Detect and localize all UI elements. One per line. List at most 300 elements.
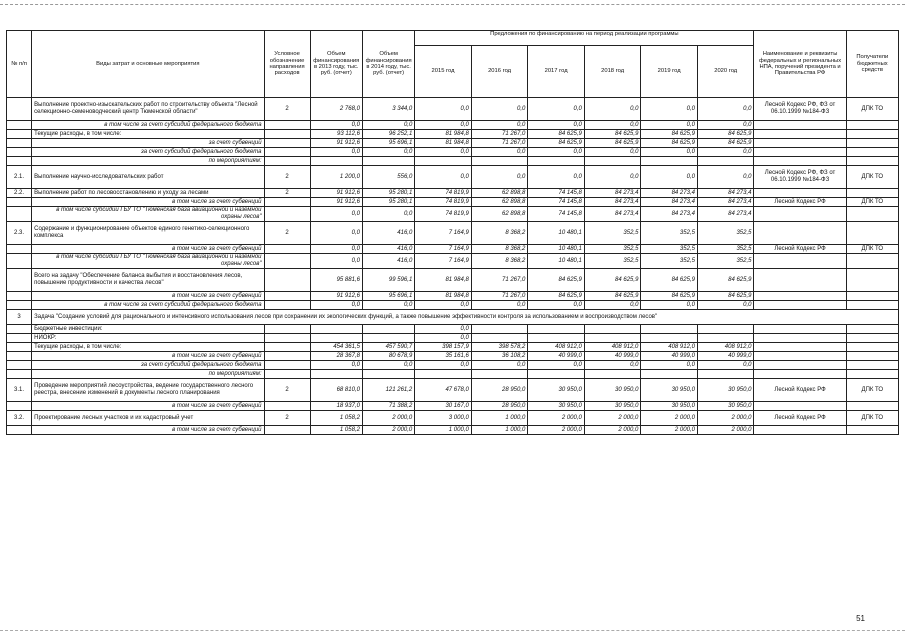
header-year: 2015 год <box>415 46 472 98</box>
row-number <box>7 370 32 379</box>
row-number: 3.2. <box>7 411 32 426</box>
cell-year: 0,0 <box>641 361 698 370</box>
row-doc <box>754 352 846 361</box>
cell-year <box>641 157 698 166</box>
row-recipient <box>846 222 898 245</box>
cell-year: 352,5 <box>641 254 698 269</box>
row-doc <box>754 334 846 343</box>
header-year: 2019 год <box>641 46 698 98</box>
cell-2014: 0,0 <box>362 148 414 157</box>
row-number <box>7 157 32 166</box>
row-code <box>264 207 310 222</box>
cell-year: 30 950,0 <box>584 379 641 402</box>
table-row <box>7 325 899 334</box>
row-code <box>264 402 310 411</box>
row-label: в том числе субсидии ГБУ ТО "Тюменская база авиационной и наземной охраны лесов" <box>32 254 264 269</box>
cell-2014: 80 678,9 <box>362 352 414 361</box>
row-recipient <box>846 269 898 292</box>
header-year: 2018 год <box>584 46 641 98</box>
table-row <box>7 379 899 402</box>
row-recipient <box>846 301 898 310</box>
cell-year: 28 950,0 <box>471 379 528 402</box>
cell-year <box>528 157 585 166</box>
row-number <box>7 130 32 139</box>
cell-2014: 95 696,1 <box>362 139 414 148</box>
cell-year <box>471 325 528 334</box>
row-label: НИОКР: <box>32 334 264 343</box>
cell-year: 10 480,1 <box>528 222 585 245</box>
cell-year: 36 108,2 <box>471 352 528 361</box>
row-code <box>264 301 310 310</box>
row-number <box>7 343 32 352</box>
cell-year: 7 164,9 <box>415 245 472 254</box>
cell-year: 352,5 <box>641 245 698 254</box>
cell-year: 408 912,0 <box>641 343 698 352</box>
row-doc <box>754 301 846 310</box>
row-code <box>264 361 310 370</box>
cell-2014: 96 252,1 <box>362 130 414 139</box>
table-row <box>7 426 899 435</box>
cell-2013: 91 912,6 <box>310 198 362 207</box>
cell-2013: 91 912,6 <box>310 139 362 148</box>
cell-year: 398 157,9 <box>415 343 472 352</box>
cell-year <box>584 157 641 166</box>
cell-2013: 0,0 <box>310 361 362 370</box>
cell-year: 74 819,9 <box>415 198 472 207</box>
row-recipient <box>846 343 898 352</box>
row-label: Проектирование лесных участков и их кадастровый учет <box>32 411 264 426</box>
table-row <box>7 157 899 166</box>
cell-2013: 0,0 <box>310 245 362 254</box>
financing-table <box>6 30 899 435</box>
cell-year: 84 625,9 <box>641 139 698 148</box>
row-doc <box>754 292 846 301</box>
cell-year <box>697 334 754 343</box>
cell-2013: 28 367,8 <box>310 352 362 361</box>
cell-year: 84 273,4 <box>641 198 698 207</box>
row-doc <box>754 121 846 130</box>
cell-2014: 416,0 <box>362 254 414 269</box>
cell-year <box>697 370 754 379</box>
cell-year: 84 625,9 <box>641 269 698 292</box>
row-doc <box>754 361 846 370</box>
row-code <box>264 198 310 207</box>
cell-2013: 0,0 <box>310 222 362 245</box>
cell-2014 <box>362 370 414 379</box>
cell-year: 84 625,9 <box>584 269 641 292</box>
row-code: 2 <box>264 411 310 426</box>
table-row <box>7 343 899 352</box>
cell-year: 352,5 <box>697 222 754 245</box>
row-recipient <box>846 352 898 361</box>
cell-2013: 18 937,0 <box>310 402 362 411</box>
cell-year: 84 625,9 <box>697 130 754 139</box>
row-recipient <box>846 426 898 435</box>
row-recipient <box>846 157 898 166</box>
cell-year: 30 950,0 <box>528 402 585 411</box>
cell-year: 352,5 <box>584 245 641 254</box>
cell-year: 62 898,8 <box>471 198 528 207</box>
header-proposals: Предложения по финансированию на период реализации программы <box>415 31 754 46</box>
row-recipient: ДПК ТО <box>846 98 898 121</box>
cell-2014 <box>362 334 414 343</box>
cell-year: 84 625,9 <box>584 292 641 301</box>
row-number <box>7 361 32 370</box>
row-number <box>7 245 32 254</box>
row-label: в том числе за счет субвенций <box>32 426 264 435</box>
row-number <box>7 148 32 157</box>
row-doc <box>754 130 846 139</box>
row-number: 2.1. <box>7 166 32 189</box>
row-label: Бюджетные инвестиции: <box>32 325 264 334</box>
row-code: 2 <box>264 166 310 189</box>
cell-year: 84 625,9 <box>528 269 585 292</box>
cell-year: 7 164,9 <box>415 222 472 245</box>
row-code <box>264 292 310 301</box>
row-doc: Лесной Кодекс РФ <box>754 245 846 254</box>
task-row <box>7 310 899 325</box>
row-label: в том числе за счет субвенций <box>32 402 264 411</box>
row-number: 2.3. <box>7 222 32 245</box>
row-recipient: ДПК ТО <box>846 166 898 189</box>
cell-2013: 1 058,2 <box>310 426 362 435</box>
header-num: № п/п <box>7 31 32 98</box>
header-code: Условное обозначение направления расходов <box>264 31 310 98</box>
cell-year: 0,0 <box>471 98 528 121</box>
row-recipient: ДПК ТО <box>846 379 898 402</box>
cell-2013: 91 912,6 <box>310 292 362 301</box>
cell-2013: 454 361,5 <box>310 343 362 352</box>
cell-year: 40 999,0 <box>697 352 754 361</box>
row-number: 2.2. <box>7 189 32 198</box>
cell-2014: 416,0 <box>362 222 414 245</box>
cell-year: 84 625,9 <box>697 292 754 301</box>
cell-year: 352,5 <box>584 222 641 245</box>
row-recipient <box>846 402 898 411</box>
row-doc <box>754 343 846 352</box>
cell-2013 <box>310 157 362 166</box>
cell-year: 0,0 <box>415 325 472 334</box>
cell-2013: 0,0 <box>310 148 362 157</box>
cell-year: 0,0 <box>528 148 585 157</box>
header-year: 2020 год <box>697 46 754 98</box>
cell-year: 30 167,0 <box>415 402 472 411</box>
row-code <box>264 130 310 139</box>
header-year: 2017 год <box>528 46 585 98</box>
cell-2014 <box>362 157 414 166</box>
cell-year <box>528 325 585 334</box>
page-number: 51 <box>856 614 865 623</box>
cell-2014: 95 696,1 <box>362 292 414 301</box>
header-recipients: Получатели бюджетных средств <box>846 31 898 98</box>
cell-year: 40 999,0 <box>641 352 698 361</box>
row-doc <box>754 402 846 411</box>
cell-year: 84 273,4 <box>641 189 698 198</box>
cell-year: 30 950,0 <box>641 379 698 402</box>
row-number <box>7 139 32 148</box>
cell-year: 2 000,0 <box>584 411 641 426</box>
cell-year: 0,0 <box>697 98 754 121</box>
row-label: в том числе за счет субсидий федерального бюджета <box>32 301 264 310</box>
cell-2014: 556,0 <box>362 166 414 189</box>
row-label: Выполнение проектно-изыскательских работ по строительству объекта "Лесной селекционно-семеноводческий центр Тюменской области" <box>32 98 264 121</box>
cell-2013 <box>310 370 362 379</box>
row-doc: Лесной Кодекс РФ, ФЗ от 06.10.1999 №184-ФЗ <box>754 166 846 189</box>
row-doc <box>754 157 846 166</box>
cell-year: 0,0 <box>528 98 585 121</box>
cell-year: 84 625,9 <box>528 292 585 301</box>
cell-year: 81 984,8 <box>415 139 472 148</box>
cell-2014: 2 000,0 <box>362 411 414 426</box>
table-row <box>7 207 899 222</box>
row-number <box>7 334 32 343</box>
row-recipient <box>846 207 898 222</box>
cell-year: 84 625,9 <box>697 269 754 292</box>
cell-year: 2 000,0 <box>641 426 698 435</box>
cell-year: 0,0 <box>415 98 472 121</box>
row-code <box>264 245 310 254</box>
cell-year: 62 898,8 <box>471 189 528 198</box>
row-doc <box>754 222 846 245</box>
cell-year: 352,5 <box>641 222 698 245</box>
row-number <box>7 402 32 411</box>
cell-2013: 68 810,0 <box>310 379 362 402</box>
cell-year: 0,0 <box>528 121 585 130</box>
scan-bottom-edge <box>0 630 905 641</box>
row-label: Проведение мероприятий лесоустройства, ведение государственного лесного реестра, внесение изменений в документы лесного планирования <box>32 379 264 402</box>
table-row <box>7 198 899 207</box>
table-row <box>7 254 899 269</box>
cell-2014: 71 388,2 <box>362 402 414 411</box>
cell-year: 71 267,0 <box>471 269 528 292</box>
table-row <box>7 411 899 426</box>
row-recipient <box>846 292 898 301</box>
row-code: 2 <box>264 189 310 198</box>
cell-year: 0,0 <box>697 166 754 189</box>
cell-year: 10 480,1 <box>528 254 585 269</box>
cell-year: 0,0 <box>641 148 698 157</box>
row-number <box>7 325 32 334</box>
cell-year: 408 912,0 <box>697 343 754 352</box>
cell-2014: 457 590,7 <box>362 343 414 352</box>
cell-2014: 95 280,1 <box>362 189 414 198</box>
row-code <box>264 325 310 334</box>
cell-year: 352,5 <box>697 245 754 254</box>
row-doc <box>754 269 846 292</box>
row-recipient: ДПК ТО <box>846 245 898 254</box>
row-doc <box>754 254 846 269</box>
table-row <box>7 292 899 301</box>
cell-year: 0,0 <box>697 121 754 130</box>
row-recipient: ДПК ТО <box>846 198 898 207</box>
cell-year: 35 161,6 <box>415 352 472 361</box>
cell-year: 398 578,2 <box>471 343 528 352</box>
cell-year <box>584 334 641 343</box>
table-row <box>7 222 899 245</box>
row-number <box>7 426 32 435</box>
row-label: за счет субсидий федерального бюджета <box>32 148 264 157</box>
header-docs: Наименование и реквизиты федеральных и региональных НПА, поручений президента и Правительства РФ <box>754 31 846 98</box>
table-row <box>7 402 899 411</box>
row-number <box>7 301 32 310</box>
row-number <box>7 269 32 292</box>
row-doc <box>754 189 846 198</box>
cell-2014: 0,0 <box>362 207 414 222</box>
row-code: 2 <box>264 98 310 121</box>
cell-2013: 1 058,2 <box>310 411 362 426</box>
cell-year <box>528 334 585 343</box>
row-doc: Лесной Кодекс РФ, ФЗ от 06.10.1999 №184-ФЗ <box>754 98 846 121</box>
cell-year: 2 000,0 <box>641 411 698 426</box>
cell-year <box>584 325 641 334</box>
row-label: Содержание и функционирование объектов единого генетико-селекционного комплекса <box>32 222 264 245</box>
task-label: Задача "Создание условий для рационального и интенсивного использования лесов при сохранении их экологических функций, а также повышение эффективности контроля за использованием и воспроизводством лесов" <box>32 310 899 325</box>
cell-year: 30 950,0 <box>641 402 698 411</box>
table-row <box>7 189 899 198</box>
cell-year: 74 145,8 <box>528 198 585 207</box>
cell-year: 84 273,4 <box>584 198 641 207</box>
cell-year: 0,0 <box>415 166 472 189</box>
cell-year: 0,0 <box>415 148 472 157</box>
cell-year: 0,0 <box>584 148 641 157</box>
cell-year: 0,0 <box>528 166 585 189</box>
cell-year: 0,0 <box>471 148 528 157</box>
cell-year: 40 999,0 <box>584 352 641 361</box>
cell-2014: 0,0 <box>362 121 414 130</box>
cell-2013: 0,0 <box>310 301 362 310</box>
cell-year: 3 000,0 <box>415 411 472 426</box>
cell-year: 81 984,8 <box>415 130 472 139</box>
cell-year: 84 625,9 <box>641 292 698 301</box>
cell-2014: 121 261,2 <box>362 379 414 402</box>
row-number <box>7 207 32 222</box>
cell-year <box>528 370 585 379</box>
cell-year: 352,5 <box>584 254 641 269</box>
table-row <box>7 139 899 148</box>
row-code <box>264 352 310 361</box>
cell-year: 47 678,0 <box>415 379 472 402</box>
row-recipient <box>846 130 898 139</box>
cell-2013 <box>310 325 362 334</box>
row-label: в том числе за счет субсидий федерального бюджета <box>32 121 264 130</box>
cell-2013: 0,0 <box>310 121 362 130</box>
cell-year: 81 984,8 <box>415 269 472 292</box>
header-vol2013: Объем финансирования в 2013 году, тыс. руб. (отчет) <box>310 31 362 98</box>
row-label: за счет субвенций <box>32 139 264 148</box>
cell-year: 0,0 <box>584 301 641 310</box>
row-number <box>7 292 32 301</box>
row-label: Выполнение работ по лесовосстановлению и уходу за лесами <box>32 189 264 198</box>
cell-year: 408 912,0 <box>528 343 585 352</box>
cell-2014: 2 000,0 <box>362 426 414 435</box>
cell-year: 0,0 <box>415 361 472 370</box>
cell-year: 71 267,0 <box>471 139 528 148</box>
cell-year: 62 898,8 <box>471 207 528 222</box>
row-recipient <box>846 254 898 269</box>
row-recipient: ДПК ТО <box>846 411 898 426</box>
cell-year: 74 145,8 <box>528 207 585 222</box>
cell-2014: 95 280,1 <box>362 198 414 207</box>
row-label: в том числе за счет субвенций <box>32 198 264 207</box>
cell-year: 30 950,0 <box>697 402 754 411</box>
row-code <box>264 343 310 352</box>
header-vol2014: Объем финансирования в 2014 году, тыс. руб. (отчет) <box>362 31 414 98</box>
cell-year: 0,0 <box>528 361 585 370</box>
cell-year: 30 950,0 <box>528 379 585 402</box>
cell-2013: 0,0 <box>310 207 362 222</box>
table-row <box>7 269 899 292</box>
cell-year: 84 273,4 <box>641 207 698 222</box>
cell-2014: 0,0 <box>362 301 414 310</box>
row-code <box>264 139 310 148</box>
table-row <box>7 370 899 379</box>
row-label: по мероприятиям: <box>32 370 264 379</box>
table-row <box>7 361 899 370</box>
cell-year: 84 273,4 <box>584 189 641 198</box>
cell-2013: 0,0 <box>310 254 362 269</box>
row-label: Всего на задачу "Обеспечение баланса выбытия и восстановления лесов, повышение продуктивности и качества лесов" <box>32 269 264 292</box>
cell-year: 2 000,0 <box>584 426 641 435</box>
row-recipient <box>846 189 898 198</box>
row-number <box>7 121 32 130</box>
row-label: Выполнение научно-исследовательских работ <box>32 166 264 189</box>
row-label: в том числе субсидии ГБУ ТО "Тюменская база авиационной и наземной охраны лесов" <box>32 207 264 222</box>
row-recipient <box>846 148 898 157</box>
cell-2014: 416,0 <box>362 245 414 254</box>
row-recipient <box>846 361 898 370</box>
cell-2013 <box>310 334 362 343</box>
cell-year: 408 912,0 <box>584 343 641 352</box>
row-label: Текущие расходы, в том числе: <box>32 130 264 139</box>
row-code <box>264 370 310 379</box>
cell-2014: 99 596,1 <box>362 269 414 292</box>
cell-year: 0,0 <box>697 361 754 370</box>
cell-year: 0,0 <box>471 166 528 189</box>
cell-2013: 93 112,6 <box>310 130 362 139</box>
cell-2014: 3 344,0 <box>362 98 414 121</box>
table-row <box>7 334 899 343</box>
cell-year: 8 368,2 <box>471 254 528 269</box>
cell-year: 0,0 <box>641 301 698 310</box>
cell-year: 84 625,9 <box>584 130 641 139</box>
cell-year <box>697 157 754 166</box>
row-recipient <box>846 121 898 130</box>
cell-year: 0,0 <box>641 121 698 130</box>
cell-year: 0,0 <box>584 121 641 130</box>
cell-year: 84 273,4 <box>697 207 754 222</box>
row-recipient <box>846 325 898 334</box>
row-label: за счет субсидий федерального бюджета <box>32 361 264 370</box>
cell-year: 1 000,0 <box>471 411 528 426</box>
cell-year: 2 000,0 <box>528 426 585 435</box>
row-number: 3.1. <box>7 379 32 402</box>
cell-2013: 1 200,0 <box>310 166 362 189</box>
cell-year: 84 625,9 <box>528 130 585 139</box>
cell-year <box>641 325 698 334</box>
row-doc <box>754 370 846 379</box>
cell-year: 1 000,0 <box>415 426 472 435</box>
table-row <box>7 245 899 254</box>
row-code <box>264 254 310 269</box>
cell-year: 0,0 <box>697 301 754 310</box>
cell-2013: 2 768,0 <box>310 98 362 121</box>
cell-year: 10 480,1 <box>528 245 585 254</box>
task-number: 3 <box>7 310 32 325</box>
cell-year <box>641 370 698 379</box>
cell-year: 0,0 <box>471 361 528 370</box>
table-row <box>7 130 899 139</box>
cell-year: 0,0 <box>415 301 472 310</box>
